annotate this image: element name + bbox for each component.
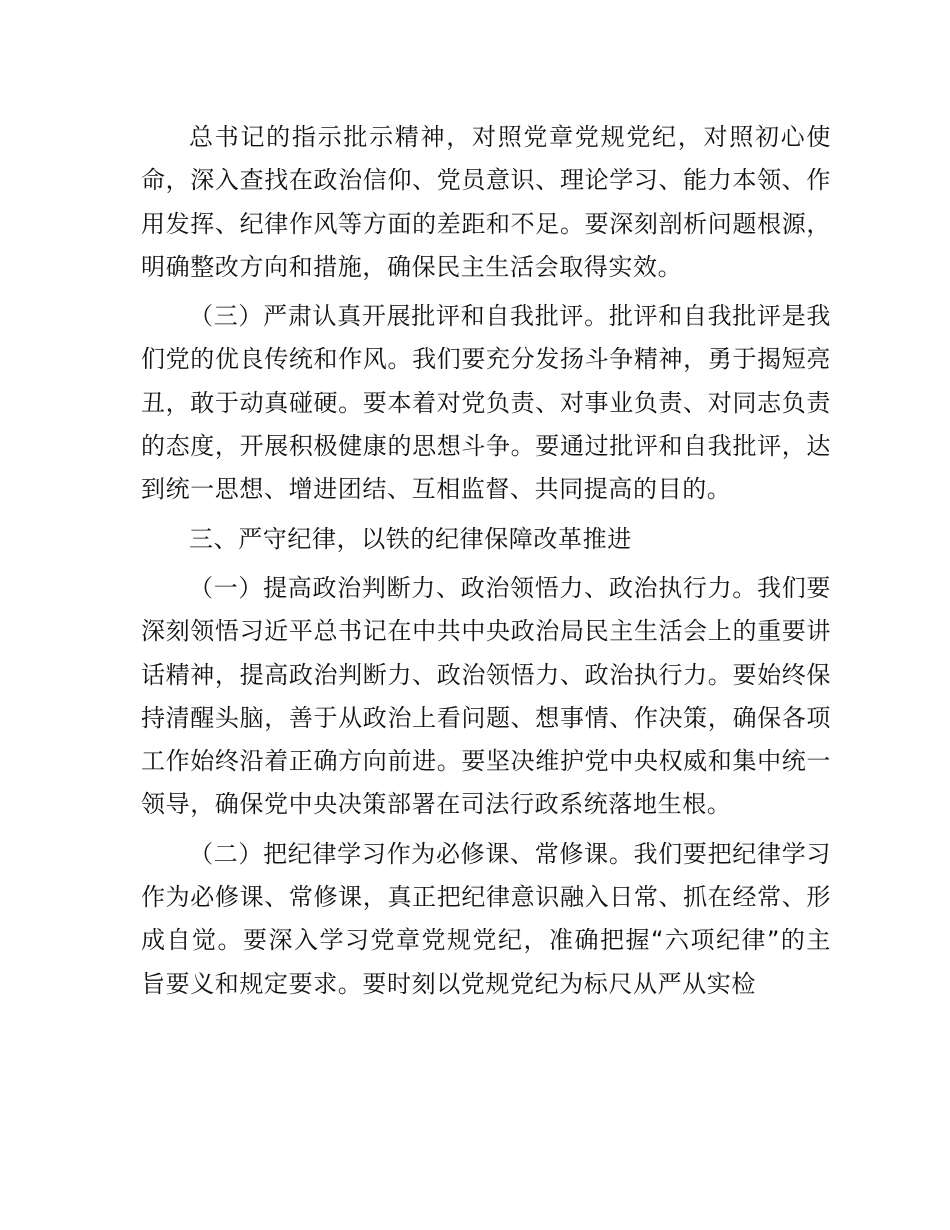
paragraph-criticism-section: （三）严肃认真开展批评和自我批评。批评和自我批评是我们党的优良传统和作风。我们要充分发扬斗争精神，勇于揭短亮丑，敢于动真碰硬。要本着对党负责、对事业负责、对同志负责的态度，开展积极健康的思想斗争。要通过批评和自我批评，达到统一思想、增进团结、互相监督、共同提高的目的。 — [141, 302, 831, 504]
paragraph-political-judgment: （一）提高政治判断力、政治领悟力、政治执行力。我们要深刻领悟习近平总书记在中共中央政治局民主生活会上的重要讲话精神，提高政治判断力、政治领悟力、政治执行力。要始终保持清醒头脑，善于从政治上看问题、想事情、作决策，确保各项工作始终沿着正确方向前进。要坚决维护党中央权威和集中统一领导，确保党中央决策部署在司法行政系统落地生根。 — [141, 573, 831, 819]
paragraph-discipline-study: （二）把纪律学习作为必修课、常修课。我们要把纪律学习作为必修课、常修课，真正把纪律意识融入日常、抓在经常、形成自觉。要深入学习党章党规党纪，准确把握“六项纪律”的主旨要义和规定要求。要时刻以党规党纪为标尺从严从实检 — [141, 839, 831, 998]
paragraph-intro-continuation: 总书记的指示批示精神，对照党章党规党纪，对照初心使命，深入查找在政治信仰、党员意识、理论学习、能力本领、作用发挥、纪律作风等方面的差距和不足。要深刻剖析问题根源，明确整改方向和措施，确保民主生活会取得实效。 — [141, 123, 831, 281]
section-heading-discipline: 三、严守纪律，以铁的纪律保障改革推进 — [189, 524, 632, 553]
document-body — [141, 116, 831, 1012]
